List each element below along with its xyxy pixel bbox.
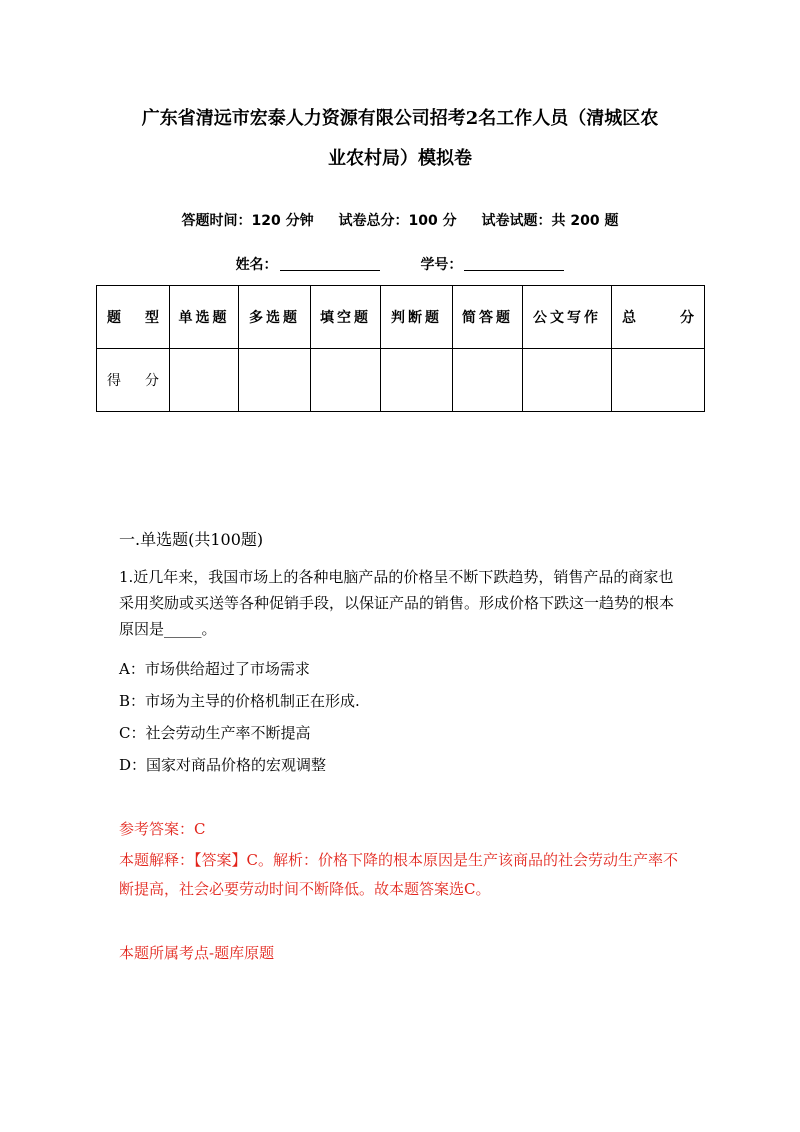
option-d[interactable]: D：国家对商品价格的宏观调整 <box>119 756 327 774</box>
exam-title-line-2: 业农村局）模拟卷 <box>328 148 472 169</box>
option-c[interactable]: C：社会劳动生产率不断提高 <box>119 724 311 742</box>
reference-answer: 参考答案：C <box>119 820 206 838</box>
name-field <box>236 254 380 274</box>
option-b[interactable]: B：市场为主导的价格机制正在形成. <box>119 692 360 710</box>
header-cell-single-choice: 单选题 <box>170 286 239 349</box>
score-table-score-row <box>97 349 705 412</box>
score-cell-true-false[interactable] <box>381 349 453 412</box>
name-label: 姓名： <box>235 257 278 273</box>
answer-explanation: 本题解释：【答案】C。解析：价格下降的根本原因是生产该商品的社会劳动生产率不断提高，社会必要劳动时间不断降低。故本题答案选C。 <box>119 851 678 898</box>
score-cell-document-writing[interactable] <box>523 349 612 412</box>
score-cell-short-answer[interactable] <box>453 349 523 412</box>
score-cell-total[interactable] <box>612 349 705 412</box>
question-text: 1.近几年来，我国市场上的各种电脑产品的价格呈不断下跌趋势，销售产品的商家也采用奖励或买送等各种促销手段，以保证产品的销售。形成价格下跌这一趋势的根本原因是_____。 <box>119 568 675 638</box>
score-cell-single-choice[interactable] <box>170 349 239 412</box>
exam-question-count: 试卷试题：共 200 题 <box>481 213 619 229</box>
student-number-blank[interactable] <box>464 256 564 271</box>
section-title: 一.单选题(共100题) <box>119 530 264 549</box>
score-table-header-row <box>97 286 705 349</box>
score-row-label: 得 分 <box>97 349 170 412</box>
header-cell-fill-blank: 填空题 <box>311 286 381 349</box>
student-number-field <box>420 254 564 274</box>
student-number-label: 学号： <box>420 257 463 273</box>
score-cell-multiple-choice[interactable] <box>239 349 311 412</box>
exam-time: 答题时间：120 分钟 <box>181 213 314 229</box>
name-blank[interactable] <box>280 256 380 271</box>
header-cell-document-writing: 公文写作 <box>523 286 612 349</box>
header-cell-total: 总 分 <box>612 286 705 349</box>
header-cell-type: 题 型 <box>97 286 170 349</box>
exam-total-score: 试卷总分：100 分 <box>338 213 457 229</box>
exam-title-line-1: 广东省清远市宏泰人力资源有限公司招考2名工作人员（清城区农 <box>141 108 659 129</box>
option-a[interactable]: A：市场供给超过了市场需求 <box>119 660 310 678</box>
header-cell-true-false: 判断题 <box>381 286 453 349</box>
header-cell-short-answer: 简答题 <box>453 286 523 349</box>
header-cell-multiple-choice: 多选题 <box>239 286 311 349</box>
score-cell-fill-blank[interactable] <box>311 349 381 412</box>
knowledge-point: 本题所属考点-题库原题 <box>119 944 275 962</box>
score-table <box>96 285 705 412</box>
student-id-line <box>0 254 800 274</box>
exam-meta <box>0 210 800 230</box>
